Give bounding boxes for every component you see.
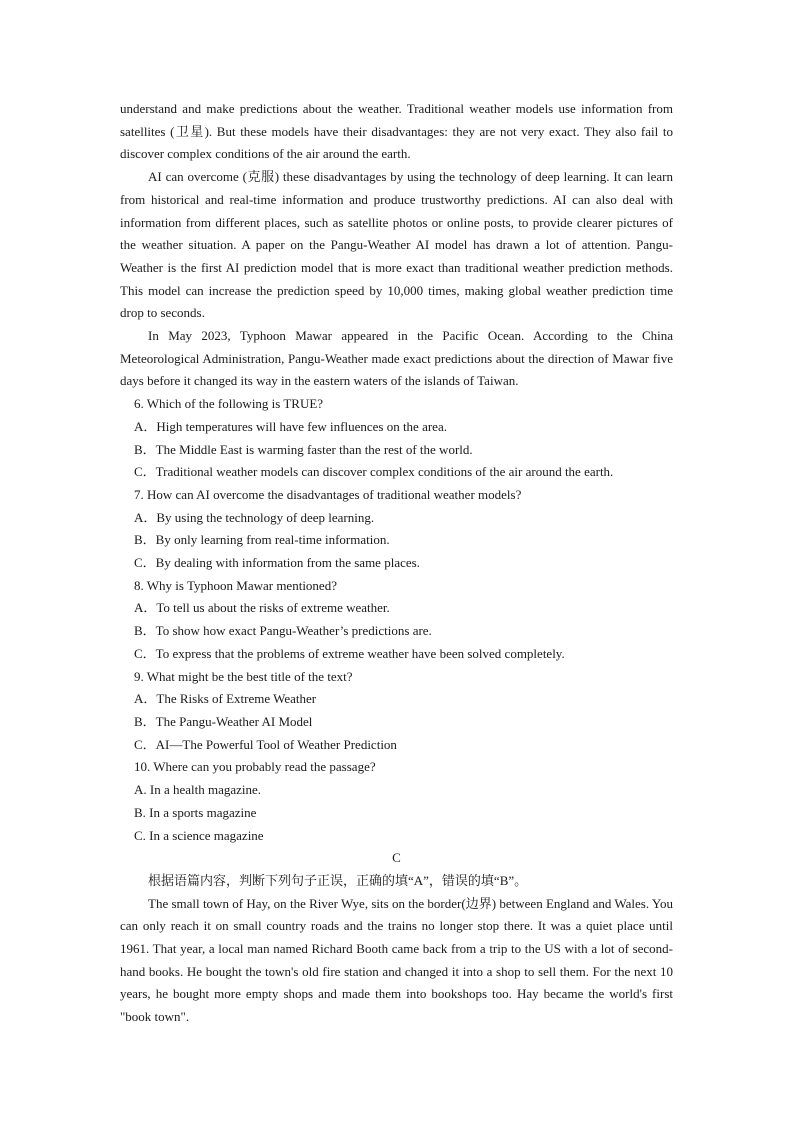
option-10b: B. In a sports magazine (134, 804, 257, 820)
question-10: 10. Where can you probably read the passage? (134, 759, 376, 775)
question-9: 9. What might be the best title of the text? (134, 668, 353, 684)
option-9c: C．AI—The Powerful Tool of Weather Prediction (134, 736, 397, 752)
option-7b: B．By only learning from real-time information. (134, 532, 390, 548)
passage-paragraph: In May 2023, Typhoon Mawar appeared in the Pacific Ocean. According to the China Meteorological Administration, Pangu-Weather made exact predictions about the direction of Mawar five days before it changed its way in the eastern waters of the islands of Taiwan. (120, 328, 673, 389)
option-9b: B．The Pangu-Weather AI Model (134, 713, 313, 729)
option-6c: C．Traditional weather models can discover complex conditions of the air around the earth. (134, 464, 614, 480)
passage-paragraph: The small town of Hay, on the River Wye, sits on the border(边界) between England and Wales. You can only reach it on small country roads and the trains no longer stop there. It was a quiet place until 1961. That year, a local man named Richard Booth came back from a trip to the US with a lot of second-hand books. He bought the town's old fire station and changed it into a shop to sell them. For the next 10 years, he bought more empty shops and made them into bookshops too. Hay became the world's first "book town". (120, 895, 673, 1025)
section-instruction: 根据语篇内容，判断下列句子正误，正确的填“A”，错误的填“B”。 (148, 872, 528, 888)
section-heading: C (392, 850, 401, 866)
document-page (120, 98, 673, 1029)
option-7c: C．By dealing with information from the same places. (134, 555, 420, 571)
option-10c: C. In a science magazine (134, 827, 264, 843)
option-6a: A．High temperatures will have few influences on the area. (134, 418, 447, 434)
question-8: 8. Why is Typhoon Mawar mentioned? (134, 577, 337, 593)
option-10a: A. In a health magazine. (134, 782, 262, 798)
option-8b: B．To show how exact Pangu-Weather’s predictions are. (134, 623, 432, 639)
option-8a: A．To tell us about the risks of extreme weather. (134, 600, 390, 616)
passage-paragraph: understand and make predictions about the weather. Traditional weather models use information from satellites (卫星). But these models have their disadvantages: they are not very exact. They also fail to discover complex conditions of the air around the earth. (120, 101, 673, 162)
option-6b: B．The Middle East is warming faster than the rest of the world. (134, 441, 473, 457)
question-7: 7. How can AI overcome the disadvantages of traditional weather models? (134, 486, 522, 502)
question-6: 6. Which of the following is TRUE? (134, 396, 324, 412)
option-7a: A．By using the technology of deep learning. (134, 509, 375, 525)
option-9a: A．The Risks of Extreme Weather (134, 691, 317, 707)
passage-paragraph: AI can overcome (克服) these disadvantages by using the technology of deep learning. It can learn from historical and real-time information and produce trustworthy predictions. AI can also deal with information from different places, such as satellite photos or online posts, to provide clearer pictures of the weather situation. A paper on the Pangu-Weather AI model has drawn a lot of attention. Pangu-Weather is the first AI prediction model that is more exact than traditional weather prediction methods. This model can increase the prediction speed by 10,000 times, making global weather prediction time drop to seconds. (120, 169, 673, 321)
option-8c: C．To express that the problems of extreme weather have been solved completely. (134, 645, 565, 661)
